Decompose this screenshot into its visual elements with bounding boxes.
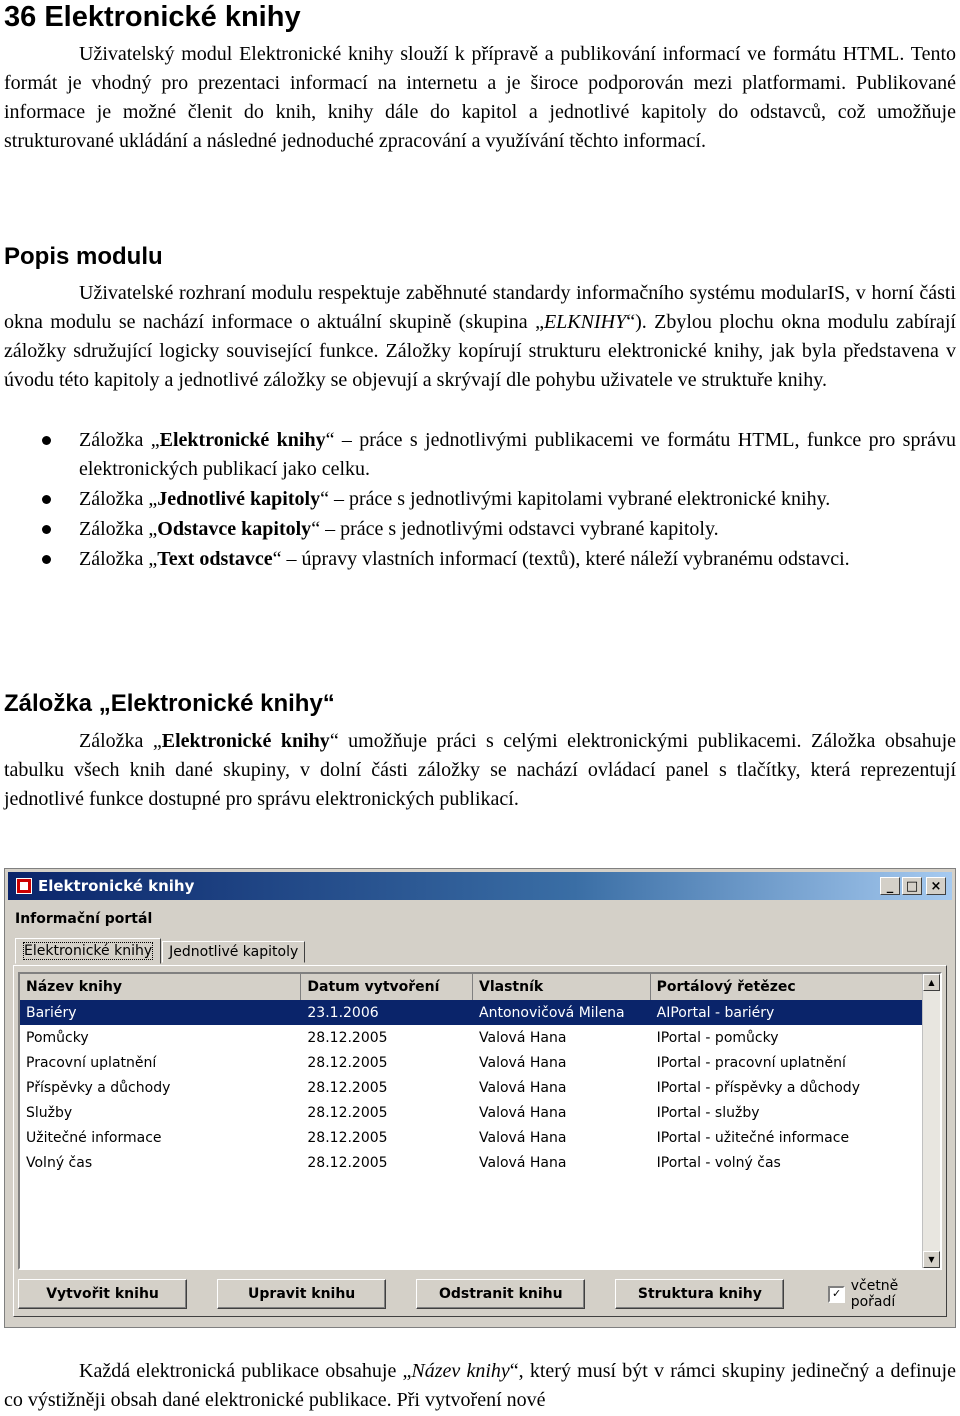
tab-list xyxy=(4,426,956,575)
cell: 28.12.2005 xyxy=(307,1029,388,1046)
bullet-pre: Záložka „ xyxy=(79,518,158,540)
scroll-down-icon[interactable]: ▼ xyxy=(923,1251,940,1268)
intro-paragraph: Uživatelský modul Elektronické knihy slouží k přípravě a publikování informací ve formátu HTML. Tento formát je vhodný pro prezentaci informací na internetu a je široce podporován mezi platformami. Publikované informace je možné členit do knih, knihy dále do kapitol a jednotlivé kapitoly do odstavců, což umožňuje strukturované ukládání a následné jednoduché zpracování a využívání těchto informací. xyxy=(4,43,956,152)
cell: 28.12.2005 xyxy=(307,1079,388,1096)
tab-label: Elektronické knihy xyxy=(24,943,153,959)
cell: Příspěvky a důchody xyxy=(26,1079,171,1096)
column-header[interactable]: Název knihy xyxy=(20,974,301,1000)
column-header[interactable]: Vlastník xyxy=(473,974,651,1000)
cell: IPortal - užitečné informace xyxy=(656,1129,850,1146)
popis-text-a: Uživatelské rozhraní modulu respektuje zaběhnuté standardy informačního systému modularIS, v horní části okna modulu se nachází informace o aktuální skupině (skupina „ xyxy=(4,282,956,333)
cell: IPortal - volný čas xyxy=(656,1154,781,1171)
column-header[interactable]: Datum vytvoření xyxy=(301,974,473,1000)
cell: Pomůcky xyxy=(26,1029,89,1046)
bullet-pre: Záložka „ xyxy=(79,548,158,570)
table-row[interactable] xyxy=(20,1025,940,1050)
zalozka-text-post: “ umožňuje práci s celými elektronickými publikacemi. Záložka obsahuje tabulku všech knih dané skupiny, v dolní části záložky se nachází ovládací panel s tlačítky, která reprezentují jednotlivé funkce dostupné pro správu elektronických publikací. xyxy=(4,730,957,810)
closing-paragraph xyxy=(4,1357,956,1415)
cell: Valová Hana xyxy=(479,1104,567,1121)
bullet-bold: Text odstavce xyxy=(157,548,273,570)
bullet-post: “ – práce s jednotlivými kapitolami vybrané elektronické knihy. xyxy=(320,488,831,510)
close-button[interactable]: × xyxy=(926,877,946,895)
closing-text-post: “, který musí být v rámci skupiny jedinečný a definuje co výstižněji obsah dané elektronické publikace. Při vytvoření nové xyxy=(4,1360,956,1411)
popis-group-name: ELKNIHY xyxy=(543,311,627,333)
cell: Valová Hana xyxy=(479,1154,567,1171)
cell: Volný čas xyxy=(26,1154,93,1171)
table-row[interactable] xyxy=(20,1100,940,1125)
vertical-scrollbar[interactable] xyxy=(922,974,940,1268)
order-checkbox[interactable] xyxy=(828,1278,942,1310)
table-row[interactable] xyxy=(20,1050,940,1075)
app-window xyxy=(4,868,956,1328)
section-heading-popis: Popis modulu xyxy=(4,243,163,270)
bullet-icon xyxy=(42,555,51,564)
cell: Valová Hana xyxy=(479,1029,567,1046)
maximize-button[interactable]: □ xyxy=(902,877,922,895)
list-item xyxy=(4,485,956,514)
cell: 23.1.2006 xyxy=(307,1004,379,1021)
cell: 28.12.2005 xyxy=(307,1129,388,1146)
cell: IPortal - pracovní uplatnění xyxy=(656,1054,846,1071)
cell: Valová Hana xyxy=(479,1079,567,1096)
zalozka-text-bold: Elektronické knihy xyxy=(161,730,330,752)
cell: Pracovní uplatnění xyxy=(26,1054,157,1071)
list-item xyxy=(4,545,956,574)
cell: 28.12.2005 xyxy=(307,1154,388,1171)
zalozka-text-pre: Záložka „ xyxy=(79,730,162,752)
bullet-bold: Odstavce kapitoly xyxy=(157,518,312,540)
cell: Valová Hana xyxy=(479,1054,567,1071)
bullet-icon xyxy=(42,525,51,534)
section-heading-zalozka: Záložka „Elektronické knihy“ xyxy=(4,690,335,717)
cell: Služby xyxy=(26,1104,73,1121)
window-title: Elektronické knihy xyxy=(38,877,195,895)
list-item xyxy=(4,515,956,544)
page-title: 36 Elektronické knihy xyxy=(4,1,301,33)
table-row[interactable] xyxy=(20,1075,940,1100)
popis-paragraph xyxy=(4,279,956,395)
bullet-post: “ – práce s jednotlivými odstavci vybrané kapitoly. xyxy=(311,518,719,540)
scroll-up-icon[interactable]: ▲ xyxy=(923,974,940,991)
cell: IPortal - služby xyxy=(656,1104,760,1121)
cell: Bariéry xyxy=(26,1004,77,1021)
bullet-icon xyxy=(42,436,51,445)
bullet-icon xyxy=(42,495,51,504)
app-icon xyxy=(16,878,32,894)
cell: Antonovičová Milena xyxy=(479,1004,625,1021)
column-header[interactable]: Portálový řetězec xyxy=(651,974,940,1000)
bullet-pre: Záložka „ xyxy=(79,429,160,451)
button-bar xyxy=(18,1276,942,1312)
tab-panel xyxy=(13,965,947,1317)
tab-strip xyxy=(15,937,306,963)
zalozka-paragraph xyxy=(4,727,956,814)
group-label: Informační portál xyxy=(15,911,153,927)
table-row[interactable] xyxy=(20,1150,940,1175)
checkbox-check-icon[interactable]: ✓ xyxy=(828,1286,844,1303)
cell: IPortal - pomůcky xyxy=(656,1029,779,1046)
edit-book-button[interactable]: Upravit knihu xyxy=(217,1279,386,1309)
table-header xyxy=(20,974,940,1000)
cell: AIPortal - bariéry xyxy=(656,1004,775,1021)
list-item xyxy=(4,426,956,484)
bullet-post: “ – úpravy vlastních informací (textů), které náleží vybranému odstavci. xyxy=(272,548,850,570)
closing-text-em: Název knihy xyxy=(411,1360,510,1382)
cell: IPortal - příspěvky a důchody xyxy=(656,1079,860,1096)
title-bar xyxy=(8,872,952,900)
create-book-button[interactable]: Vytvořit knihu xyxy=(18,1279,187,1309)
checkbox-label: včetně pořadí xyxy=(850,1278,899,1310)
table-row[interactable] xyxy=(20,1125,940,1150)
bullet-post: “ – práce s jednotlivými publikacemi ve formátu HTML, funkce pro správu elektronických publikací jako celku. xyxy=(79,429,956,480)
table-row[interactable] xyxy=(20,1000,940,1025)
popis-text-b: “). Zbylou plochu okna modulu zabírají záložky sdružující logicky související funkce. Záložky kopírují strukturu elektronické knihy, jak byla představena v úvodu této kapitoly a jednotlivé záložky se objevují a skrývají dle pohybu uživatele ve struktuře knihy. xyxy=(4,311,956,391)
tab-elektronicke-knihy[interactable] xyxy=(15,938,161,964)
cell: 28.12.2005 xyxy=(307,1054,388,1071)
book-structure-button[interactable]: Struktura knihy xyxy=(615,1279,784,1309)
cell: Valová Hana xyxy=(479,1129,567,1146)
delete-book-button[interactable]: Odstranit knihu xyxy=(416,1279,585,1309)
closing-text-pre: Každá elektronická publikace obsahuje „ xyxy=(79,1360,412,1382)
books-table[interactable] xyxy=(18,972,942,1270)
cell: Užitečné informace xyxy=(26,1129,162,1146)
bullet-bold: Elektronické knihy xyxy=(159,429,326,451)
bullet-bold: Jednotlivé kapitoly xyxy=(157,488,321,510)
tab-jednotlive-kapitoly[interactable]: Jednotlivé kapitoly xyxy=(162,941,305,963)
minimize-button[interactable]: _ xyxy=(880,877,900,895)
bullet-pre: Záložka „ xyxy=(79,488,158,510)
cell: 28.12.2005 xyxy=(307,1104,388,1121)
